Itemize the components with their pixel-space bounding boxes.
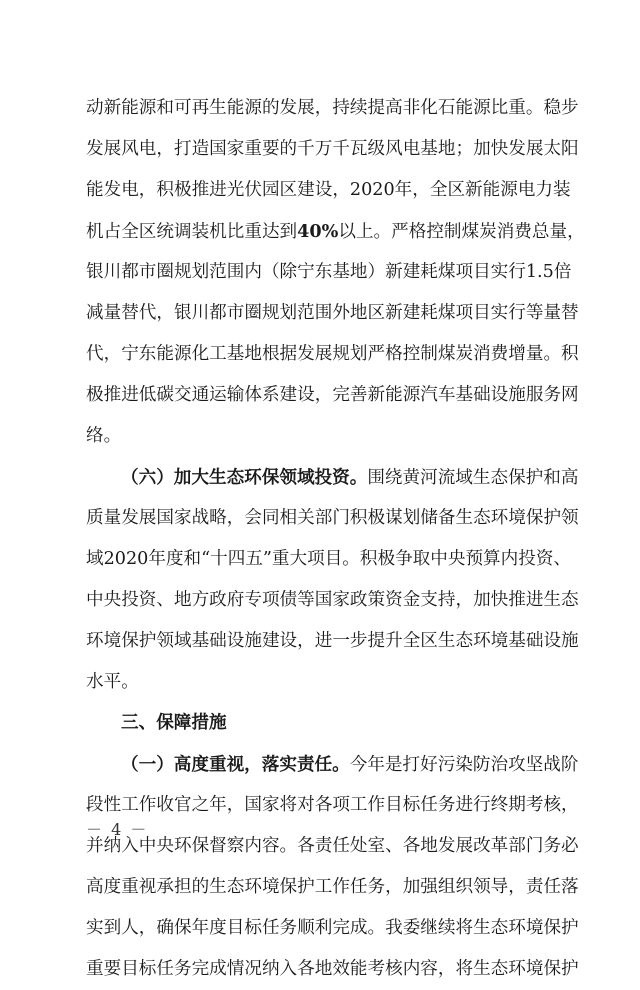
body-text	[86, 88, 585, 990]
text-line: 环境保护领域基础设施建设，进一步提升全区生态环境基础设施	[86, 631, 579, 651]
section-heading: 三、保障措施	[121, 713, 227, 733]
text-line: 水平。	[86, 672, 139, 692]
text-line: 能发电，积极推进光伏园区建设，2020年，全区新能源电力装	[86, 180, 571, 200]
subsection-heading: （一）高度重视，落实责任。	[121, 754, 350, 775]
text-line: 质量发展国家战略，会同相关部门积极谋划储备生态环境保护领	[86, 508, 579, 528]
text-line: 并纳入中央环保督察内容。各责任处室、各地发展改革部门务必	[86, 836, 579, 856]
text-segment: 今年是打好污染防治攻坚战阶	[349, 755, 579, 775]
text-line: 段性工作收官之年，国家将对各项工作目标任务进行终期考核，	[86, 795, 579, 815]
text-line: 银川都市圈规划范围内（除宁东基地）新建耗煤项目实行1.5倍	[86, 262, 572, 282]
subsection-heading: （六）加大生态环保领域投资。	[121, 467, 368, 488]
text-line: 络。	[86, 426, 122, 446]
paragraph-start-line	[86, 744, 579, 785]
page-number: － 4 －	[86, 820, 149, 839]
text-line: 发展风电，打造国家重要的千万千瓦级风电基地；加快发展太阳	[86, 139, 579, 159]
text-segment: 机占全区统调装机比重达到	[86, 222, 298, 242]
text-line	[86, 211, 585, 252]
text-segment: 以上。严格控制煤炭消费总量，	[338, 222, 585, 242]
bold-percentage: 40%	[297, 221, 339, 242]
paragraph-start-line	[86, 457, 579, 498]
text-line: 高度重视承担的生态环境保护工作任务，加强组织领导，责任落	[86, 877, 579, 897]
text-line: 中央投资、地方政府专项债等国家政策资金支持，加快推进生态	[86, 590, 579, 610]
text-segment: 围绕黄河流域生态保护和高	[367, 468, 579, 488]
text-line: 减量替代，银川都市圈规划范围外地区新建耗煤项目实行等量替	[86, 303, 579, 323]
text-line: 域2020年度和“十四五”重大项目。积极争取中央预算内投资、	[86, 549, 572, 569]
text-line: 实到人，确保年度目标任务顺利完成。我委继续将生态环境保护	[86, 918, 579, 938]
text-line: 重要目标任务完成情况纳入各地效能考核内容，将生态环境保护	[86, 959, 579, 979]
text-line: 代，宁东能源化工基地根据发展规划严格控制煤炭消费增量。积	[86, 344, 579, 364]
text-line: 动新能源和可再生能源的发展，持续提高非化石能源比重。稳步	[86, 98, 579, 118]
text-line: 极推进低碳交通运输体系建设，完善新能源汽车基础设施服务网	[86, 385, 579, 405]
